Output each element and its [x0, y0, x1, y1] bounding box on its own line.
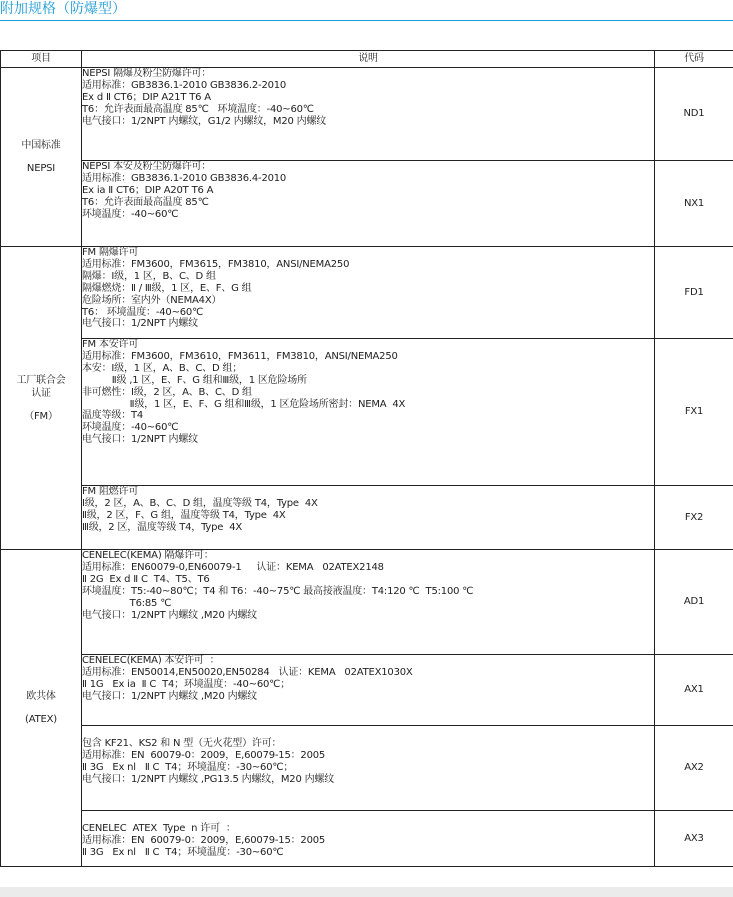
- description-line: 本安：Ⅰ级，1 区，A、B、C、D 组；: [82, 362, 243, 374]
- description-line: Ⅱ级 ,1 区，E、F、G 组和Ⅲ级，1 区危险场所: [82, 374, 307, 386]
- code-cell: AX1: [655, 655, 733, 726]
- code-cell: FX1: [655, 339, 733, 486]
- group-label-line: 认证: [31, 387, 51, 399]
- table-row: [1, 247, 733, 339]
- description-line: 电气接口：1/2NPT 内螺纹，G1/2 内螺纹，M20 内螺纹: [82, 115, 327, 127]
- code-cell: AD1: [655, 550, 733, 655]
- header-item: 项目: [1, 51, 82, 68]
- table-row: [1, 811, 733, 867]
- group-label-cell: [1, 247, 82, 550]
- description-line: Ⅱ 3G Ex nl Ⅱ C T4；环境温度：-30~60℃；: [82, 761, 294, 773]
- header-row: [1, 51, 733, 68]
- description-cell: [82, 339, 655, 486]
- description-line: Ⅲ级，2 区，温度等级 T4，Type 4X: [82, 521, 243, 533]
- description-line: CENELEC(KEMA) 本安许可 ：: [82, 655, 220, 666]
- table-row: [1, 550, 733, 655]
- description-line: FM 阻燃许可: [82, 486, 139, 497]
- description-line: CENELEC(KEMA) 隔爆许可：: [82, 550, 214, 561]
- description-line: 适用标准：FM3600，FM3615，FM3810，ANSI/NEMA250: [82, 258, 350, 270]
- description-line: T6： 环境温度：-40~60℃: [82, 306, 204, 318]
- description-cell: [82, 655, 655, 726]
- page-title: 附加规格（防爆型）: [0, 1, 126, 17]
- description-line: FM 本安许可: [82, 339, 139, 350]
- spec-body: [1, 68, 733, 867]
- description-line: T6：允许表面最高温度 85℃: [82, 196, 209, 208]
- title-rule: [0, 20, 733, 21]
- description-cell: [82, 68, 655, 161]
- group-label-line: （FM）: [24, 410, 58, 422]
- description-line: Ⅰ级，2 区，A、B、C、D 组，温度等级 T4，Type 4X: [82, 497, 318, 509]
- description-line: Ⅱ 1G Ex ia Ⅱ C T4；环境温度：-40~60℃；: [82, 678, 291, 690]
- description-line: Ex d Ⅱ CT6；DIP A21T T6 A: [82, 91, 211, 103]
- description-line: Ⅱ 3G Ex nl Ⅱ C T4；环境温度：-30~60℃: [82, 846, 284, 858]
- description-line: 环境温度：T5:-40~80℃；T4 和 T6：-40~75℃ 最高接液温度：T4:120 ℃ T5:100 ℃: [82, 585, 474, 597]
- description-line: 隔爆燃烧：Ⅱ / Ⅲ级，1 区，E、F、G 组: [82, 282, 252, 294]
- description-cell: [82, 161, 655, 247]
- description-line: 适用标准：EN 60079-0：2009，E,60079-15：2005: [82, 749, 326, 761]
- description-cell: [82, 247, 655, 339]
- group-label-line: 工厂联合会: [16, 374, 66, 386]
- description-line: 适用标准：GB3836.1-2010 GB3836.2-2010: [82, 79, 287, 91]
- description-cell: [82, 550, 655, 655]
- code-cell: NX1: [655, 161, 733, 247]
- code-cell: FX2: [655, 486, 733, 550]
- table-row: [1, 486, 733, 550]
- description-line: 电气接口：1/2NPT 内螺纹 ,M20 内螺纹: [82, 609, 257, 621]
- page-bottom-edge: [0, 887, 733, 897]
- code-cell: ND1: [655, 68, 733, 161]
- description-line: 隔爆：Ⅰ级，1 区，B、C、D 组: [82, 270, 216, 282]
- spec-table: [0, 50, 733, 867]
- description-line: 适用标准：EN 60079-0：2009，E,60079-15：2005: [82, 834, 326, 846]
- description-cell: [82, 811, 655, 867]
- group-label-line: NEPSI: [26, 163, 56, 174]
- description-line: T6：允许表面最高温度 85℃ 环境温度：-40~60℃: [82, 103, 314, 115]
- group-label-line: (ATEX): [25, 714, 57, 725]
- description-line: 包含 KF21、KS2 和 N 型（无火花型）许可：: [82, 737, 282, 749]
- description-line: 环境温度：-40~60℃: [82, 208, 179, 220]
- description-line: 适用标准：FM3600，FM3610，FM3611，FM3810，ANSI/NEMA250: [82, 350, 398, 362]
- table-row: [1, 68, 733, 161]
- description-line: 适用标准：GB3836.1-2010 GB3836.4-2010: [82, 172, 287, 184]
- header-description: 说明: [82, 51, 655, 68]
- table-row: [1, 655, 733, 726]
- description-line: NEPSI 本安及粉尘防爆许可：: [82, 161, 212, 172]
- description-line: 适用标准：EN50014,EN50020,EN50284 认证：KEMA 02ATEX1030X: [82, 666, 413, 678]
- description-line: [82, 811, 654, 823]
- description-line: 非可燃性：Ⅰ级，2 区，A、B、C、D 组: [82, 386, 252, 398]
- description-line: 电气接口：1/2NPT 内螺纹: [82, 434, 198, 446]
- description-line: FM 隔爆许可: [82, 247, 139, 258]
- description-line: T6:85 ℃: [82, 597, 172, 609]
- description-line: Ⅱ级，2 区，F、G 组，温度等级 T4，Type 4X: [82, 509, 286, 521]
- description-line: Ⅱ 2G Ex d Ⅱ C T4、T5、T6: [82, 573, 210, 585]
- table-row: [1, 161, 733, 247]
- description-cell: [82, 486, 655, 550]
- description-line: 危险场所：室内外（NEMA4X）: [82, 294, 222, 306]
- description-line: 适用标准：EN60079-0,EN60079-1 认证：KEMA 02ATEX2148: [82, 561, 384, 573]
- description-cell: [82, 726, 655, 811]
- table-row: [1, 726, 733, 811]
- table-row: [1, 339, 733, 486]
- group-label-cell: [1, 550, 82, 867]
- header-code: 代码: [655, 51, 733, 68]
- code-cell: FD1: [655, 247, 733, 339]
- group-label-cell: [1, 68, 82, 247]
- code-cell: AX3: [655, 811, 733, 867]
- description-line: 电气接口：1/2NPT 内螺纹: [82, 318, 198, 330]
- description-line: Ex ia Ⅱ CT6；DIP A20T T6 A: [82, 184, 214, 196]
- group-label-line: 中国标准: [21, 140, 61, 151]
- description-line: CENELEC ATEX Type n 许可 ：: [82, 822, 236, 834]
- description-line: 电气接口：1/2NPT 内螺纹 ,PG13.5 内螺纹，M20 内螺纹: [82, 773, 335, 785]
- description-line: 环境温度：-40~60℃: [82, 422, 179, 434]
- description-line: 温度等级：T4: [82, 410, 144, 422]
- description-line: NEPSI 隔爆及粉尘防爆许可：: [82, 68, 212, 79]
- group-label-line: 欧共体: [26, 691, 56, 702]
- description-line: 电气接口：1/2NPT 内螺纹 ,M20 内螺纹: [82, 690, 257, 702]
- description-line: Ⅱ级，1 区，E、F、G 组和Ⅲ级，1 区危险场所密封：NEMA 4X: [82, 398, 406, 410]
- description-line: [82, 726, 654, 738]
- code-cell: AX2: [655, 726, 733, 811]
